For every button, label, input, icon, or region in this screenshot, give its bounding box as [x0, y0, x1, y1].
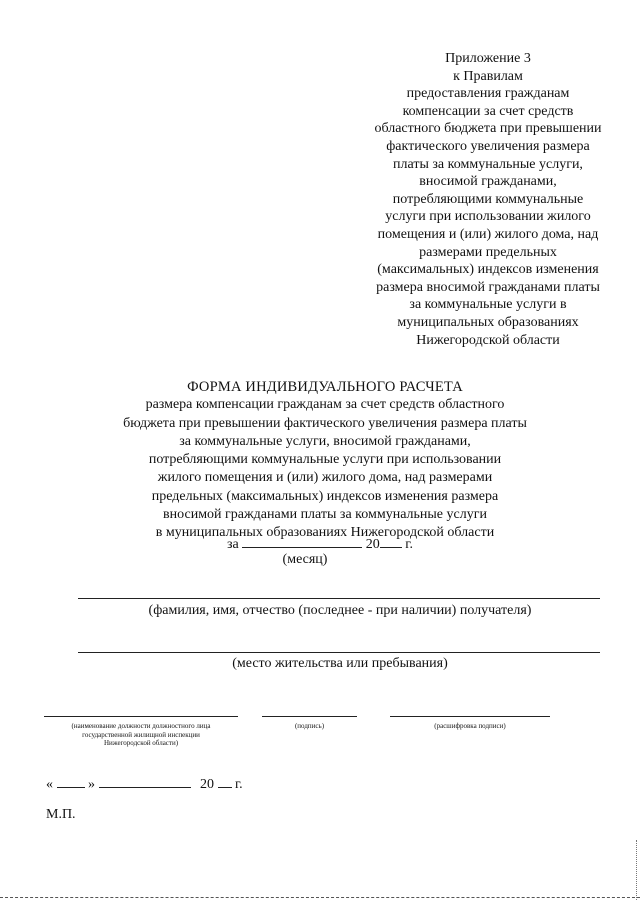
appendix-line: размера вносимой гражданами платы	[376, 279, 600, 295]
appendix-line: услуги при использовании жилого	[385, 209, 591, 225]
form-subtitle-line: жилого помещения и (или) жилого дома, над размерами	[157, 470, 493, 486]
month-field[interactable]	[242, 533, 362, 548]
form-subtitle-line: вносимой гражданами платы за коммунальные услуги	[163, 507, 487, 523]
form-title-block	[40, 378, 610, 543]
appendix-line: компенсации за счет средств	[402, 103, 574, 119]
official-position-field[interactable]	[44, 716, 238, 717]
date-year-field[interactable]	[218, 774, 232, 788]
period-year-suffix: г.	[405, 537, 413, 552]
appendix-line: фактического увеличения размера	[386, 138, 590, 154]
appendix-line: вносимой гражданами,	[419, 174, 557, 190]
page-right-edge	[636, 840, 637, 900]
page-bottom-edge	[0, 897, 640, 898]
recipient-caption: (фамилия, имя, отчество (последнее - при наличии) получателя)	[148, 603, 532, 618]
date-month-field[interactable]	[99, 774, 191, 788]
form-subtitle-line: за коммунальные услуги, вносимой гражданами,	[179, 433, 471, 449]
appendix-line: (максимальных) индексов изменения	[377, 262, 599, 278]
appendix-line: потребляющими коммунальные	[392, 191, 584, 207]
period-prefix: за	[227, 537, 239, 552]
appendix-line: муниципальных образованиях	[397, 314, 579, 330]
appendix-line: размерами предельных	[419, 244, 557, 260]
date-close-quote: »	[88, 777, 95, 792]
signature-decode-field[interactable]	[390, 716, 550, 717]
form-subtitle-line: в муниципальных образованиях Нижегородской области	[155, 525, 495, 541]
stamp-placeholder: М.П.	[46, 807, 76, 822]
date-open-quote: «	[46, 777, 53, 792]
date-year-prefix: 20	[200, 777, 214, 792]
appendix-line: Приложение 3	[445, 51, 531, 66]
appendix-line: помещения и (или) жилого дома, над	[377, 226, 599, 242]
month-caption: (месяц)	[282, 552, 328, 567]
signature-field[interactable]	[262, 716, 357, 717]
form-subtitle-line: потребляющими коммунальные услуги при использовании	[148, 452, 502, 468]
residence-caption: (место жительства или пребывания)	[232, 656, 448, 671]
appendix-header	[358, 50, 618, 349]
appendix-line: предоставления гражданам	[406, 86, 570, 102]
official-position-caption-line: (наименование должности должностного лица	[71, 722, 211, 730]
official-position-caption-line: Нижегородской области)	[103, 739, 179, 747]
form-subtitle-line: размера компенсации гражданам за счет средств областного	[145, 397, 505, 413]
form-subtitle-line: бюджета при превышении фактического увеличения размера платы	[123, 415, 527, 431]
date-year-suffix: г.	[235, 777, 243, 792]
form-subtitle-line: предельных (максимальных) индексов изменения размера	[151, 488, 499, 504]
residence-field[interactable]	[78, 652, 600, 653]
appendix-line: платы за коммунальные услуги,	[393, 156, 583, 172]
appendix-line: за коммунальные услуги в	[409, 297, 567, 313]
appendix-line: Нижегородской области	[416, 332, 560, 348]
official-position-caption-line: государственной жилищной инспекции	[82, 730, 200, 739]
recipient-name-field[interactable]	[78, 598, 600, 599]
signature-caption: (подпись)	[294, 722, 325, 730]
appendix-line: к Правилам	[453, 68, 523, 84]
form-heading: ФОРМА ИНДИВИДУАЛЬНОГО РАСЧЕТА	[187, 379, 463, 395]
year-field[interactable]	[380, 533, 402, 548]
period-year-prefix: 20	[365, 537, 380, 552]
date-day-field[interactable]	[57, 774, 85, 788]
date-row	[46, 774, 346, 794]
signature-decode-caption: (расшифровка подписи)	[434, 722, 506, 730]
official-position-caption	[44, 722, 238, 748]
appendix-line: областного бюджета при превышении	[374, 121, 602, 137]
